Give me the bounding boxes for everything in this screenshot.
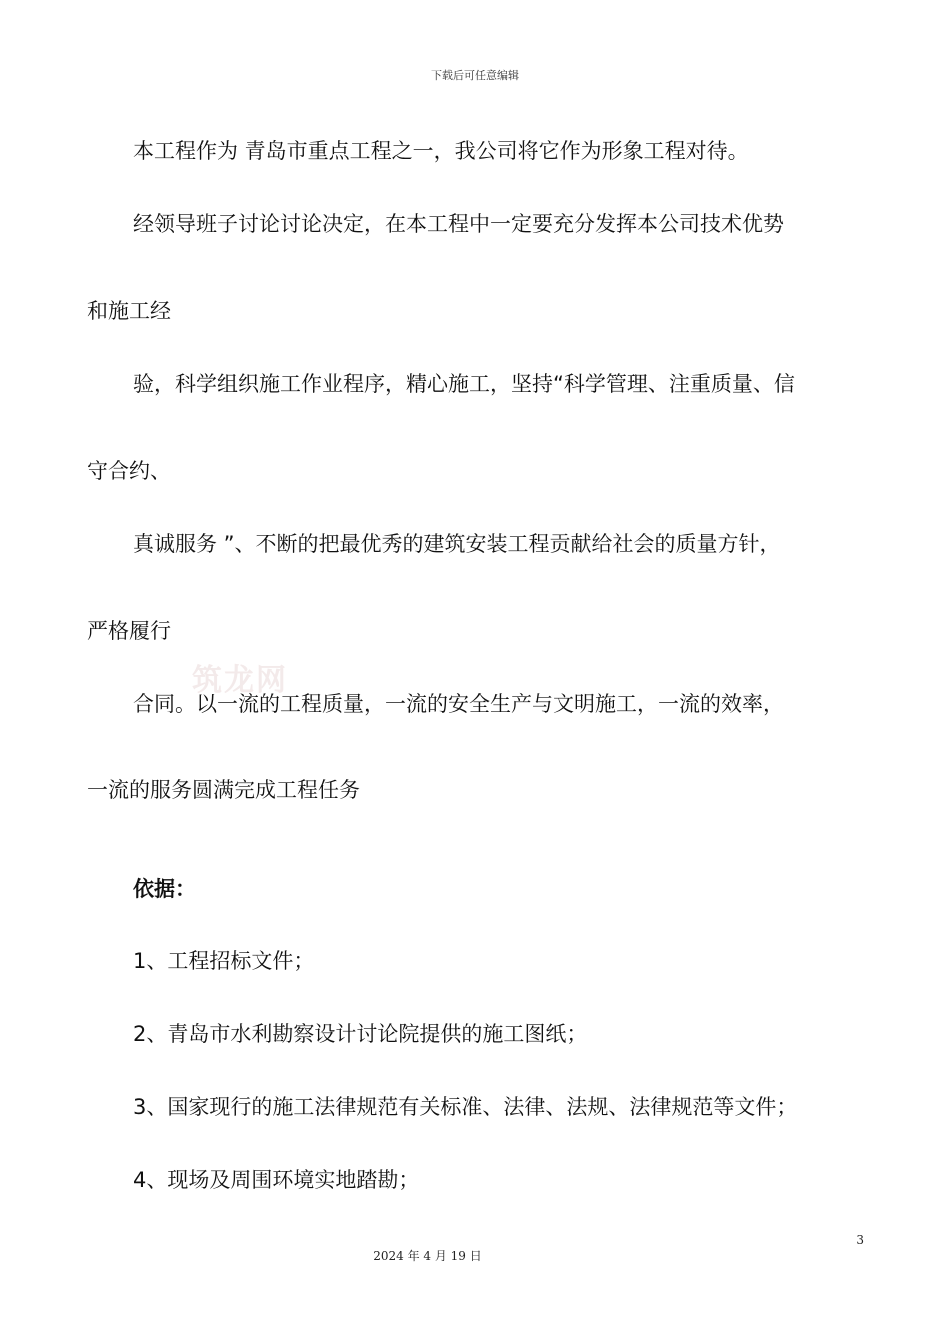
paragraph-line: 严格履行 bbox=[87, 619, 171, 643]
watermark: 筑龙网 bbox=[192, 663, 288, 698]
basis-item: 1、工程招标文件； bbox=[133, 949, 315, 973]
paragraph-line: 和施工经 bbox=[87, 299, 171, 323]
page-header: 下载后可任意编辑 bbox=[431, 69, 519, 82]
basis-item: 2、青岛市水利勘察设计讨论院提供的施工图纸； bbox=[133, 1022, 588, 1046]
paragraph-line: 真诚服务 ”、不断的把最优秀的建筑安装工程贡献给社会的质量方针， bbox=[133, 532, 781, 556]
basis-item: 4、现场及周围环境实地踏勘； bbox=[133, 1168, 420, 1192]
paragraph-line: 验，科学组织施工作业程序，精心施工，坚持“科学管理、注重质量、信 bbox=[133, 372, 795, 396]
paragraph-line: 合同。以一流的工程质量，一流的安全生产与文明施工，一流的效率， bbox=[133, 692, 784, 716]
paragraph-line: 守合约、 bbox=[87, 459, 171, 483]
paragraph-line: 本工程作为 青岛市重点工程之一，我公司将它作为形象工程对待。 bbox=[133, 139, 749, 163]
basis-item: 3、国家现行的施工法律规范有关标准、法律、法规、法律规范等文件； bbox=[133, 1095, 798, 1119]
paragraph-line: 一流的服务圆满完成工程任务 bbox=[87, 778, 360, 802]
paragraph-line: 经领导班子讨论讨论决定，在本工程中一定要充分发挥本公司技术优势 bbox=[133, 212, 784, 236]
footer-date: 2024 年 4 月 19 日 bbox=[373, 1249, 482, 1263]
basis-heading: 依据： bbox=[133, 877, 196, 901]
page-number: 3 bbox=[856, 1233, 864, 1247]
